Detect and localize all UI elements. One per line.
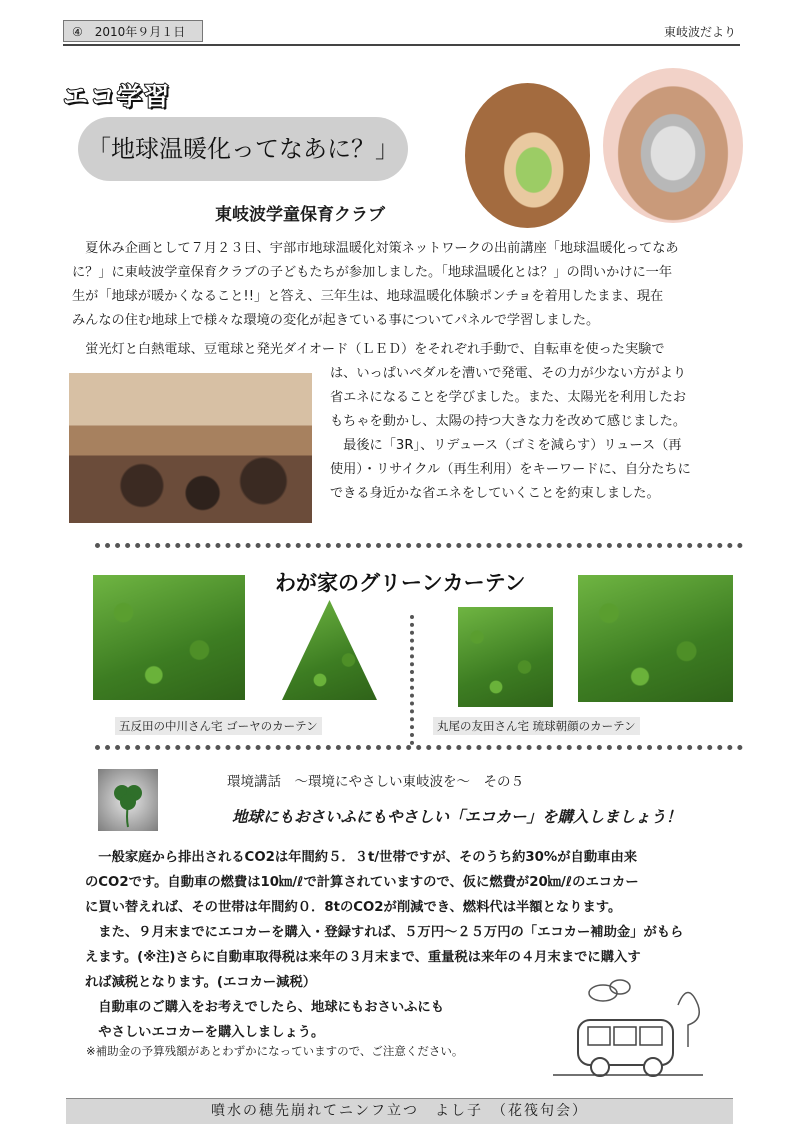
lecture-closing: 自動車のご購入をお考えでしたら、地球にもおさいふにも やさしいエコカーを購入しましょう。 [98, 1000, 445, 1040]
headline-pill: 「地球温暖化ってなあに？」 [78, 117, 408, 181]
vertical-dotted-divider [410, 615, 414, 745]
photo-morning-glory-house [578, 575, 733, 702]
photo-girl-with-bottle [465, 83, 590, 228]
header-divider [63, 44, 740, 46]
lecture-paragraph: 一般家庭から排出されるCO2は年間約５．３t/世帯ですが、そのうち約30%が自動車由来 のCO2です。自動車の燃費は10㎞/ℓで計算されていますので、仮に燃費が20㎞/ℓのエコカー に買い替えれば、その世帯は年間約０．8tのCO2が削減でき、燃料代は半額となります。 また、９月末までにエコカーを購入・登録すれば、５万円～２５万円の「エコカー補助金」がもら えます。(※注)さらに自動車取得税は来年の３月末まで、重量税は来年の４月末までに購入す れば減税となります。(エコカー減税） [85, 850, 684, 990]
eco-paragraph-2-body: は、いっぱいペダルを漕いで発電、その力が少ない方がより 省エネになることを学びました。また、太陽光を利用したお もちゃを動かし、太陽の持つ大きな力を改めて感じました。 最後に「3R」、リデュース（ゴミを減らす）リュース（再 使用）・リサイクル（再生利用）をキーワードに、自分たちに できる身近かな省エネをしていくことを約束しました。 [330, 366, 691, 501]
eco-car-illustration [548, 975, 708, 1085]
clover-image [98, 769, 158, 831]
lecture-headline: 地球にもおさいふにもやさしい「エコカー」を購入しましょう！ [232, 808, 682, 826]
footer-haiku: 噴水の穂先崩れてニンフ立つ よし子 （花筏句会） [66, 1098, 733, 1124]
caption-tomoda: 丸尾の友田さん宅 琉球朝顔のカーテン [433, 717, 640, 735]
photo-goya-curtain-tent [282, 600, 377, 700]
dotted-divider [95, 745, 743, 750]
eco-paragraph-1: 夏休み企画として７月２３日、宇部市地球温暖化対策ネットワークの出前講座「地球温暖化ってなあ に？」に東岐波学童保育クラブの子どもたちが参加しました。「地球温暖化とは？」の問いかけに一年 生が「地球が暖かくなること!!」と答え、三年生は、地球温暖化体験ポンチョを着用したまま、現在 みんなの住む地球上で様々な環境の変化が起きている事についてパネルで学習しました。 [72, 241, 679, 328]
green-curtain-title: わが家のグリーンカーテン [275, 571, 526, 595]
eco-paragraph-2-lead: 蛍光灯と白熱電球、豆電球と発光ダイオード（ＬＥＤ）をそれぞれ手動で、自転車を使った実験で [72, 342, 665, 357]
issue-date-label: ④ 2010年９月１日 [63, 20, 203, 42]
section-title-eco: エコ学習 [63, 82, 172, 111]
photo-classroom [69, 373, 312, 523]
newsletter-name: 東岐波だより [663, 25, 736, 39]
photo-goya-curtain-house [93, 575, 245, 700]
photo-child-in-poncho [603, 68, 743, 223]
caption-nakagawa: 五反田の中川さん宅 ゴーヤのカーテン [115, 717, 322, 735]
photo-morning-glory-window [458, 607, 553, 707]
subsidy-note: ※補助金の予算残額があとわずかになっていますので、ご注意ください。 [86, 1044, 464, 1058]
dotted-divider [95, 543, 743, 548]
club-name: 東岐波学童保育クラブ [215, 205, 385, 225]
lecture-series-title: 環境講話 ～環境にやさしい東岐波を～ その５ [227, 774, 524, 790]
